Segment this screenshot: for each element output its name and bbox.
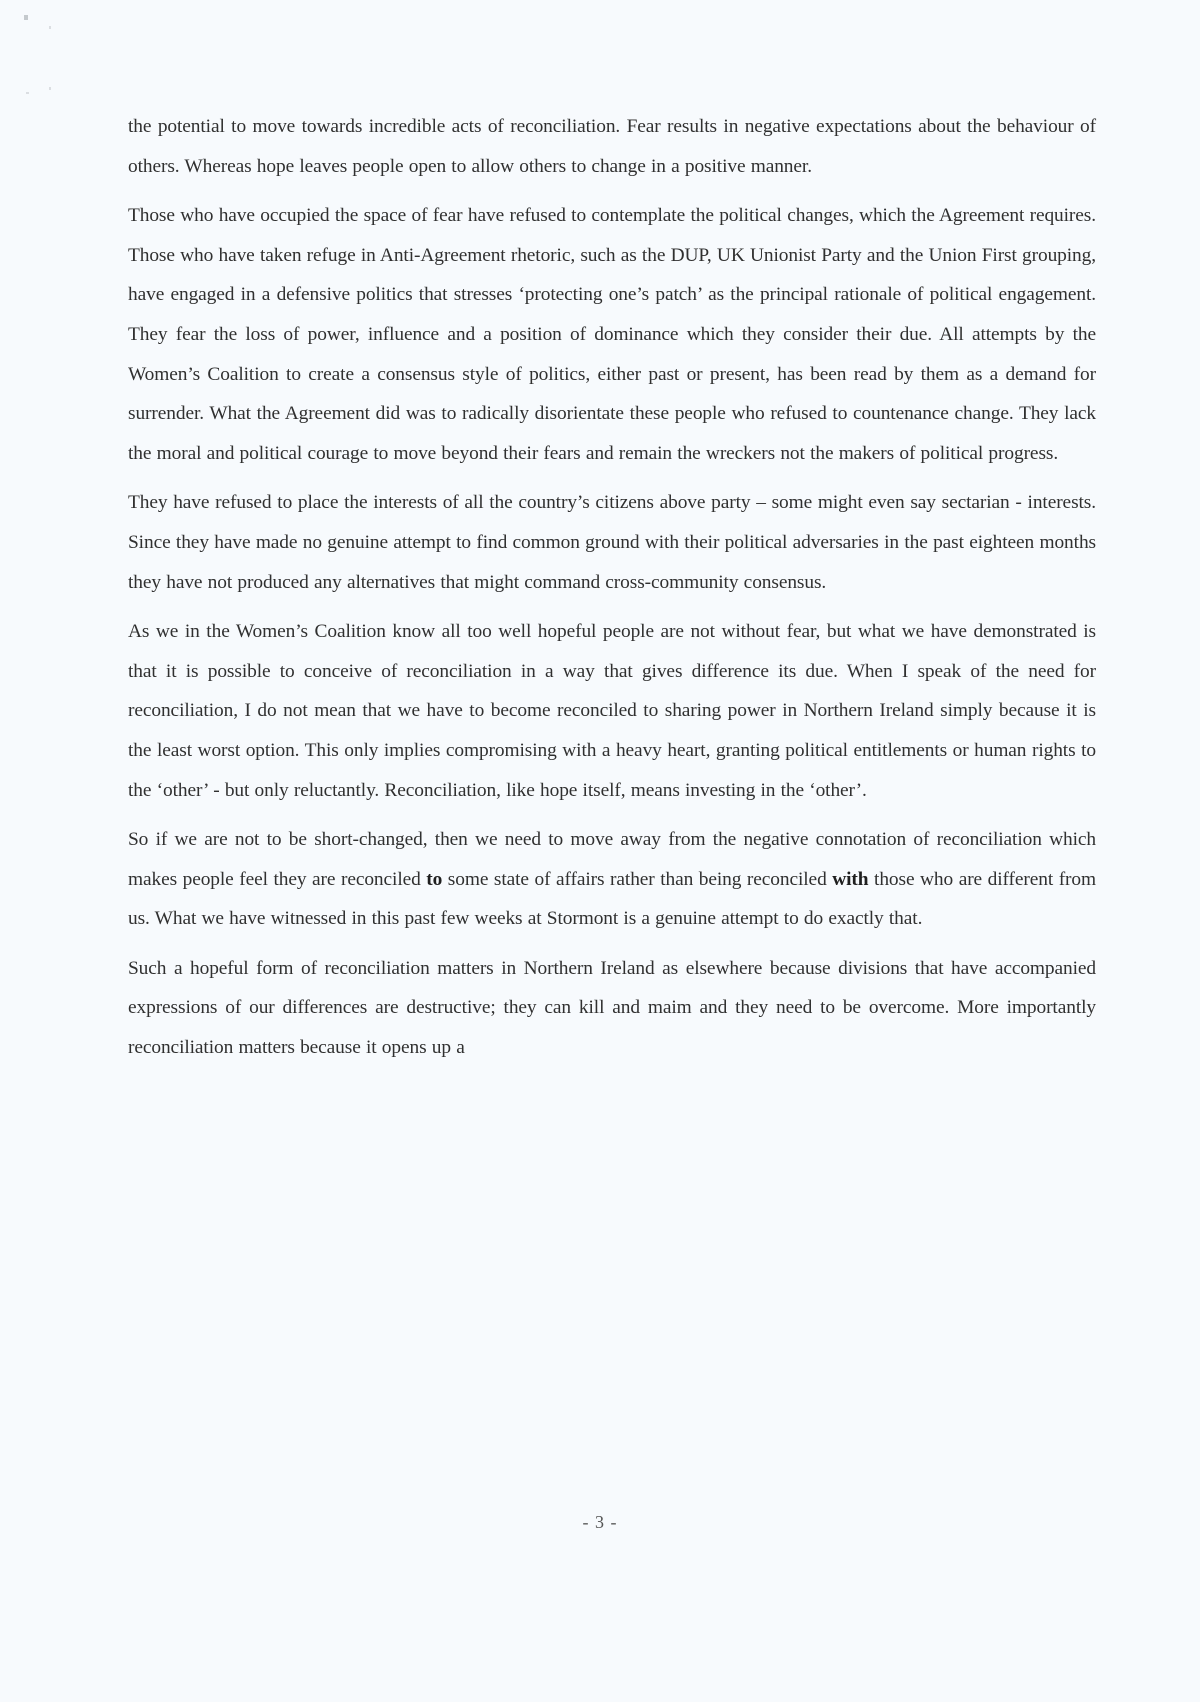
emphasis-to: to [426, 868, 443, 890]
document-body [128, 107, 1096, 1078]
paragraph-2: Those who have occupied the space of fear have refused to contemplate the political changes, which the Agreement requires. Those who have taken refuge in Anti-Agreement rhetoric, such as the DUP, UK Unionist Party and the Union First grouping, have engaged in a defensive politics that stresses ‘protecting one’s patch’ as the principal rationale of political engagement. They fear the loss of power, influence and a position of dominance which they consider their due. All attempts by the Women’s Coalition to create a consensus style of politics, either past or present, has been read by them as a demand for surrender. What the Agreement did was to radically disorientate these people who refused to countenance change. They lack the moral and political courage to move beyond their fears and remain the wreckers not the makers of political progress. [128, 205, 1096, 464]
paragraph-5-segment: So if we are not to be short-changed, then we need to move away from the negative connotation of reconciliation which makes people feel they are reconciled [128, 829, 1096, 890]
paragraph-3: They have refused to place the interests of all the country’s citizens above party – some might even say sectarian - interests. Since they have made no genuine attempt to find common ground with their political adversaries in the past eighteen months they have not produced any alternatives that might command cross-community consensus. [128, 492, 1096, 593]
paragraph-5-segment: some state of affairs rather than being reconciled [442, 868, 833, 890]
paragraph-1: the potential to move towards incredible acts of reconciliation. Fear results in negative expectations about the behaviour of others. Whereas hope leaves people open to allow others to change in a positive manner. [128, 116, 1096, 177]
paragraph-6: Such a hopeful form of reconciliation matters in Northern Ireland as elsewhere because divisions that have accompanied expressions of our differences are destructive; they can kill and maim and they need to be overcome. More importantly reconciliation matters because it opens up a [128, 957, 1096, 1059]
scan-artifact [49, 26, 51, 29]
scan-artifact [26, 92, 29, 94]
scan-artifact [24, 15, 28, 20]
emphasis-with: with [832, 868, 869, 890]
paragraph-4: As we in the Women’s Coalition know all too well hopeful people are not without fear, but what we have demonstrated is that it is possible to conceive of reconciliation in a way that gives difference its due. When I speak of the need for reconciliation, I do not mean that we have to become reconciled to sharing power in Northern Ireland simply because it is the least worst option. This only implies compromising with a heavy heart, granting political entitlements or human rights to the ‘other’ - but only reluctantly. Reconciliation, like hope itself, means investing in the ‘other’. [128, 621, 1096, 801]
scan-artifact [49, 87, 51, 90]
page-number: - 3 - [582, 1512, 618, 1532]
paragraph-5 [128, 820, 1096, 939]
paragraph-5-segment: those who are different from us. What we have witnessed in this past few weeks at Stormont is a genuine attempt to do exactly that. [128, 868, 1096, 930]
